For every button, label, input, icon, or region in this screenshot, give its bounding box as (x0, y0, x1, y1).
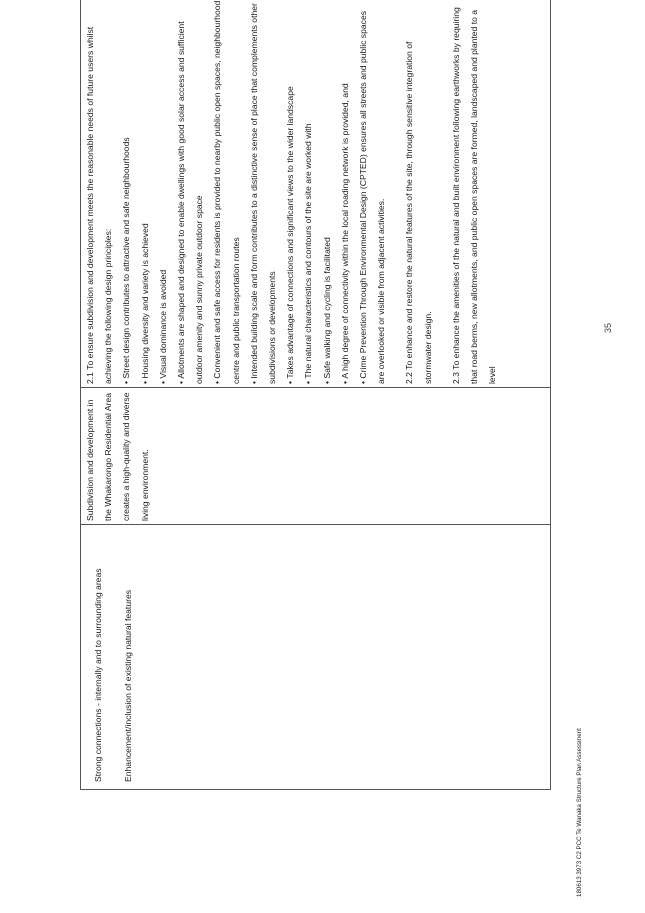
policy-intro: 2.1 To ensure subdivision and development meets the reasonable needs of future users whilst achieving the following design principles: (85, 26, 114, 384)
list-item: • Crime Prevention Through Environmental Design (CPTED) ensures all streets and public spaces are overlooked or visible from adjacent activities. (354, 0, 390, 384)
criteria-line-1: Strong connections - internally and to surrounding areas (93, 568, 103, 782)
policy-item-2-2: 2.2 To enhance and restore the natural features of the site, through sensitive integration of stormwater design. (404, 41, 433, 384)
criteria-cell (81, 525, 551, 790)
list-item: • Visual dominance is avoided (154, 0, 172, 384)
list-item: • Intended building scale and form contributes to a distinctive sense of place that complements other subdivisions or developments (245, 0, 281, 384)
policy-cell (81, 0, 551, 388)
list-item: • Allotments are shaped and designed to enable dwellings with good solar access and sufficient outdoor amenity and sunny private outdoor space (172, 0, 208, 384)
document-footer: 180613 3973 C2 PCC Te Wanaka Structure Plan Assessment (576, 728, 583, 897)
list-item: • Takes advantage of connections and significant views to the wider landscape (281, 0, 299, 384)
list-item: • Street design contributes to attractive and safe neighbourhoods (117, 0, 135, 384)
objective-cell (81, 388, 551, 525)
list-item: • Safe walking and cycling is facilitated (318, 0, 336, 384)
criteria-line-2: Enhancement/inclusion of existing natural features (123, 589, 134, 782)
list-item: • The natural characteristics and contours of the site are worked with (299, 0, 317, 384)
list-item: • Housing diversity and variety is achieved (136, 0, 154, 384)
list-item: • A high degree of connectivity within the local roading network is provided, and (336, 0, 354, 384)
list-item: • Convenient and safe access for residents is provided to nearby public open spaces, neighbourhood centre and public transportation routes (208, 0, 244, 384)
objective-text: Subdivision and development in the Whakarongo Residential Area creates a high-quality and diverse living environment. (85, 392, 150, 521)
principles-list (117, 0, 390, 384)
page-number: 35 (603, 322, 613, 333)
policy-item-2-3: 2.3 To enhance the amenities of the natural and built environment following earthworks by requiring that road berms, new allotments, and public open spaces are formed, landscaped and planted to a level (450, 7, 498, 384)
assessment-table (80, 0, 551, 790)
table-row (81, 0, 551, 790)
